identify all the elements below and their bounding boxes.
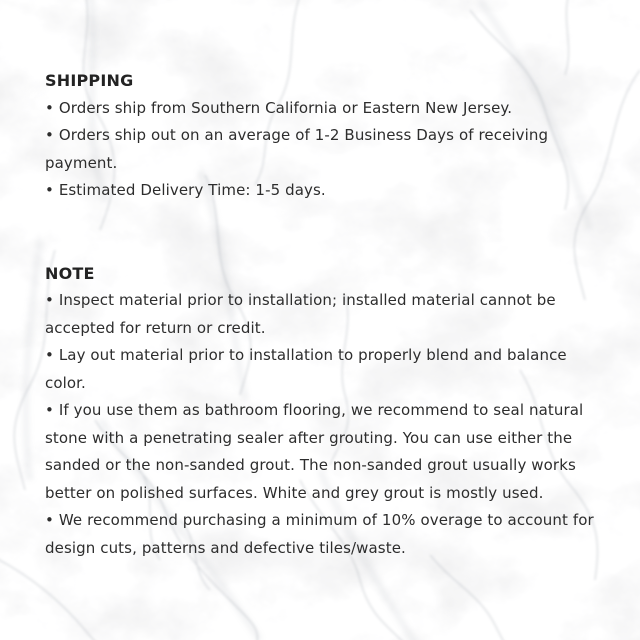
bullet-item	[45, 342, 620, 397]
info-panel	[45, 67, 620, 562]
bullet-line: payment.	[45, 153, 118, 172]
bullet-line: design cuts, patterns and defective tiles/waste.	[45, 538, 406, 557]
bullet-line: color.	[45, 373, 86, 392]
bullet-line: • Lay out material prior to installation to properly blend and balance	[45, 346, 567, 364]
bullet-line: • We recommend purchasing a minimum of 10% overage to account for	[45, 511, 594, 529]
bullet-line: • Estimated Delivery Time: 1-5 days.	[45, 181, 326, 199]
bullet-item	[45, 95, 620, 123]
bullet-line: • Orders ship from Southern California or Eastern New Jersey.	[45, 98, 513, 117]
section-title-shipping: SHIPPING	[45, 71, 134, 90]
bullet-item	[45, 507, 620, 562]
bullet-item	[45, 287, 620, 342]
bullet-line: better on polished surfaces. White and grey grout is mostly used.	[45, 483, 544, 502]
bullet-line: sanded or the non-sanded grout. The non-sanded grout usually works	[45, 456, 576, 474]
section-note	[45, 260, 620, 563]
bullet-item	[45, 122, 620, 177]
bullet-line: • Orders ship out on an average of 1-2 Business Days of receiving	[45, 126, 549, 144]
bullet-line: • If you use them as bathroom flooring, we recommend to seal natural	[45, 401, 584, 419]
bullet-item	[45, 397, 620, 507]
bullet-item	[45, 177, 620, 205]
bullet-line: • Inspect material prior to installation; installed material cannot be	[45, 291, 556, 309]
section-title-note: NOTE	[45, 263, 95, 283]
bullet-line: accepted for return or credit.	[45, 318, 266, 337]
bullet-line: stone with a penetrating sealer after grouting. You can use either the	[45, 428, 573, 447]
section-shipping	[45, 67, 620, 205]
